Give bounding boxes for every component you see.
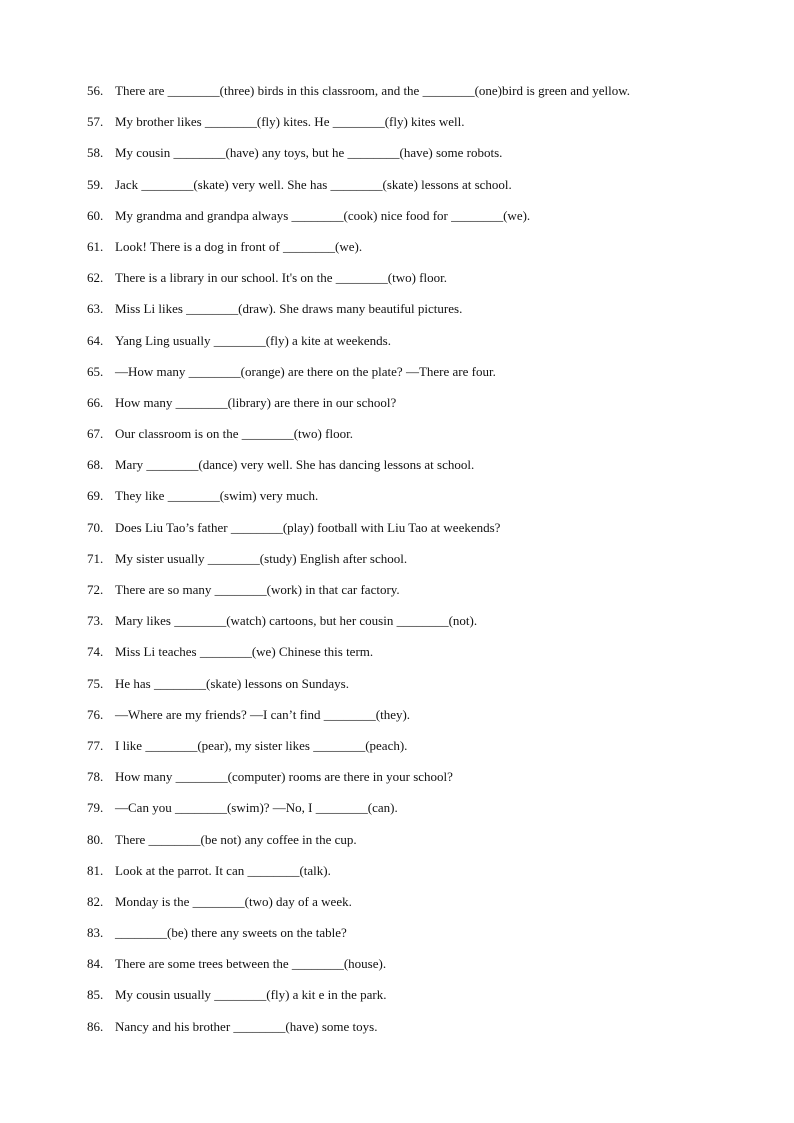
question-number: 57. bbox=[87, 114, 104, 130]
question-text: There ________(be not) any coffee in the cup. bbox=[115, 831, 357, 847]
question-item bbox=[87, 674, 767, 705]
question-text: How many ________(computer) rooms are there in your school? bbox=[115, 769, 453, 785]
question-number: 72. bbox=[87, 582, 104, 597]
question-list bbox=[87, 81, 767, 1048]
question-item bbox=[87, 393, 767, 424]
question-number: 65. bbox=[87, 363, 104, 379]
question-item bbox=[87, 861, 767, 892]
question-number: 56. bbox=[87, 83, 104, 98]
question-text: ________(be) there any sweets on the table? bbox=[115, 925, 347, 941]
question-text: Nancy and his brother ________(have) some toys. bbox=[115, 1018, 378, 1034]
question-number: 60. bbox=[87, 207, 104, 223]
question-text: There are ________(three) birds in this classroom, and the ________(one)bird is green and yellow. bbox=[115, 83, 631, 98]
question-number: 75. bbox=[87, 675, 104, 691]
question-text: My brother likes ________(fly) kites. He ________(fly) kites well. bbox=[115, 114, 465, 130]
question-text: My grandma and grandpa always ________(cook) nice food for ________(we). bbox=[115, 207, 531, 223]
question-text: My sister usually ________(study) English after school. bbox=[115, 550, 408, 566]
question-text: My cousin ________(have) any toys, but he ________(have) some robots. bbox=[115, 145, 503, 161]
question-item bbox=[87, 206, 767, 237]
question-text: —How many ________(orange) are there on the plate? —There are four. bbox=[115, 363, 496, 379]
question-text: He has ________(skate) lessons on Sundays. bbox=[115, 675, 349, 691]
question-text: Miss Li likes ________(draw). She draws many beautiful pictures. bbox=[115, 301, 463, 317]
question-item bbox=[87, 424, 767, 455]
question-number: 66. bbox=[87, 394, 104, 410]
question-item bbox=[87, 486, 767, 517]
question-text: Look at the parrot. It can ________(talk). bbox=[115, 862, 331, 878]
question-item bbox=[87, 892, 767, 923]
question-number: 78. bbox=[87, 769, 104, 785]
question-item bbox=[87, 331, 767, 362]
question-item bbox=[87, 455, 767, 486]
question-text: They like ________(swim) very much. bbox=[115, 488, 319, 504]
question-item bbox=[87, 175, 767, 206]
question-text: Miss Li teaches ________(we) Chinese this term. bbox=[115, 644, 374, 660]
question-text: Does Liu Tao’s father ________(play) football with Liu Tao at weekends? bbox=[115, 519, 501, 535]
question-number: 58. bbox=[87, 145, 104, 161]
question-text: How many ________(library) are there in our school? bbox=[115, 394, 397, 410]
question-number: 61. bbox=[87, 238, 104, 254]
question-item bbox=[87, 518, 767, 549]
question-number: 68. bbox=[87, 457, 104, 473]
question-item bbox=[87, 923, 767, 954]
question-item bbox=[87, 954, 767, 985]
question-number: 83. bbox=[87, 925, 104, 941]
question-item bbox=[87, 642, 767, 673]
question-item bbox=[87, 268, 767, 299]
question-item bbox=[87, 830, 767, 861]
question-item bbox=[87, 705, 767, 736]
question-text: There is a library in our school. It's on the ________(two) floor. bbox=[115, 270, 447, 286]
question-number: 81. bbox=[87, 862, 104, 878]
question-text: —Can you ________(swim)? —No, I ________(can). bbox=[115, 800, 398, 816]
question-number: 71. bbox=[87, 550, 104, 566]
question-number: 67. bbox=[87, 426, 104, 442]
question-text: —Where are my friends? —I can’t find ________(they). bbox=[115, 706, 411, 722]
question-text: There are some trees between the ________(house). bbox=[115, 956, 387, 972]
question-number: 59. bbox=[87, 176, 104, 192]
question-item bbox=[87, 81, 767, 112]
question-text: Mary likes ________(watch) cartoons, but her cousin ________(not). bbox=[115, 613, 478, 629]
question-text: My cousin usually ________(fly) a kit e in the park. bbox=[115, 987, 387, 1003]
question-number: 74. bbox=[87, 644, 104, 660]
question-number: 82. bbox=[87, 893, 104, 909]
question-item bbox=[87, 143, 767, 174]
question-item bbox=[87, 112, 767, 143]
question-text: I like ________(pear), my sister likes ________(peach). bbox=[115, 737, 408, 753]
question-number: 86. bbox=[87, 1018, 104, 1034]
question-number: 62. bbox=[87, 270, 104, 286]
question-number: 64. bbox=[87, 332, 104, 348]
question-item bbox=[87, 611, 767, 642]
question-text: Jack ________(skate) very well. She has ________(skate) lessons at school. bbox=[115, 176, 512, 192]
question-number: 70. bbox=[87, 519, 104, 535]
question-number: 79. bbox=[87, 800, 104, 816]
question-number: 84. bbox=[87, 956, 104, 972]
question-text: Monday is the ________(two) day of a week. bbox=[115, 893, 352, 909]
question-text: Look! There is a dog in front of ________(we). bbox=[115, 238, 363, 254]
question-number: 69. bbox=[87, 488, 104, 504]
question-item bbox=[87, 798, 767, 829]
question-item bbox=[87, 299, 767, 330]
question-number: 85. bbox=[87, 987, 104, 1003]
question-item bbox=[87, 237, 767, 268]
question-number: 63. bbox=[87, 301, 104, 317]
question-text: Mary ________(dance) very well. She has dancing lessons at school. bbox=[115, 457, 475, 473]
question-item bbox=[87, 736, 767, 767]
question-item bbox=[87, 549, 767, 580]
question-number: 80. bbox=[87, 831, 104, 847]
question-text: Yang Ling usually ________(fly) a kite at weekends. bbox=[115, 332, 391, 348]
question-item bbox=[87, 1017, 767, 1048]
question-item bbox=[87, 767, 767, 798]
question-text: Our classroom is on the ________(two) floor. bbox=[115, 426, 353, 442]
question-item bbox=[87, 580, 767, 611]
question-item bbox=[87, 362, 767, 393]
question-number: 73. bbox=[87, 613, 104, 629]
question-item bbox=[87, 985, 767, 1016]
question-text: There are so many ________(work) in that car factory. bbox=[115, 582, 400, 597]
question-number: 76. bbox=[87, 706, 104, 722]
question-number: 77. bbox=[87, 737, 104, 753]
